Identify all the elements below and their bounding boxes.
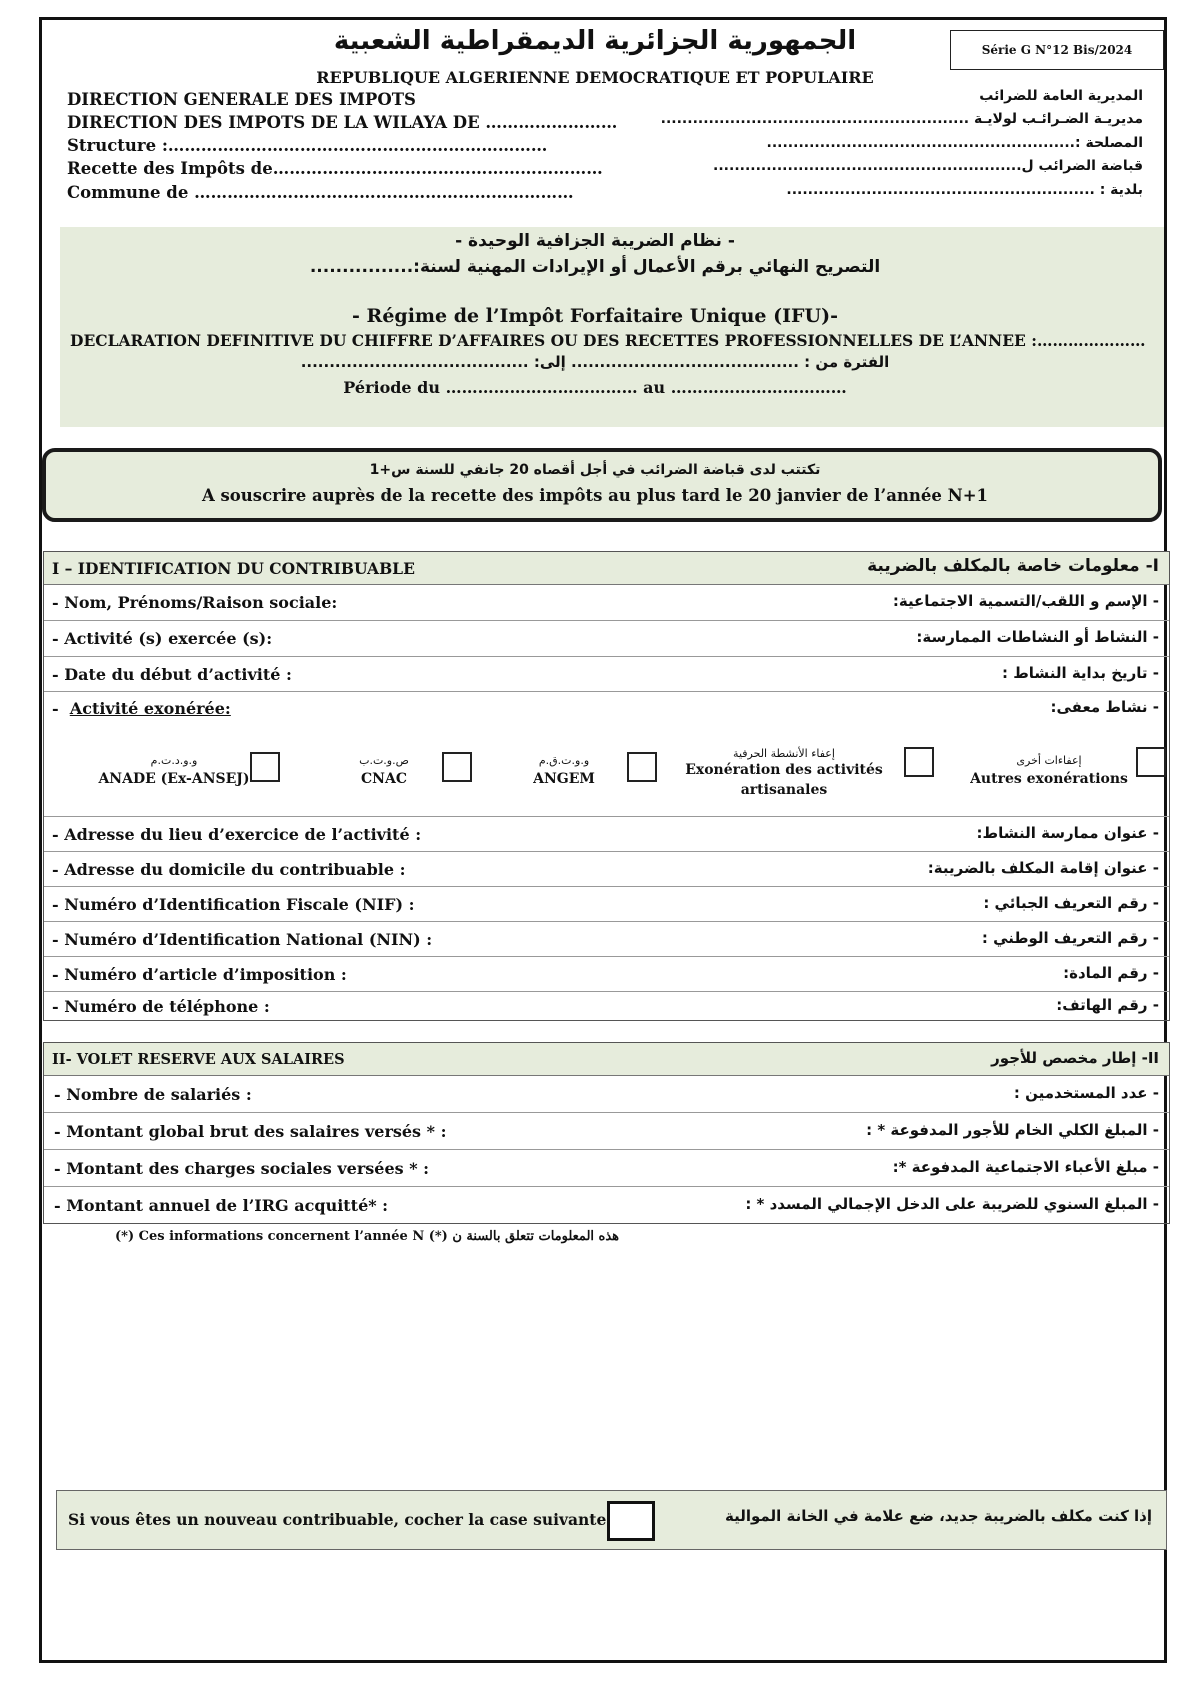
field-label-ar: - تاريخ بداية النشاط : [1002,664,1159,682]
regime-title-ar: - نظام الضريبة الجزافية الوحيدة - [455,231,735,251]
checkbox-artisanal[interactable] [904,747,934,777]
salary-row-gross[interactable] [44,1112,1169,1150]
field-row-name[interactable] [44,584,1169,621]
salary-row-count[interactable] [44,1075,1169,1113]
exemption-fr: Autres exonérations [970,771,1128,787]
field-label-ar: - رقم التعريف الوطني : [981,929,1159,947]
header-left-line: DIRECTION DES IMPOTS DE LA WILAYA DE …………………… [67,113,618,132]
salary-row-social-charges[interactable] [44,1149,1169,1187]
exemption-fr: ANADE (Ex-ANSEJ) [98,771,250,787]
field-label-ar: - عنوان ممارسة النشاط: [976,824,1159,842]
field-label-ar: - عدد المستخدمين : [1013,1084,1159,1102]
field-label-fr: - Activité (s) exercée (s): [52,629,273,648]
exempt-label: Activité exonérée: [69,699,231,718]
field-label-ar: - رقم الهاتف: [1056,996,1159,1014]
new-taxpayer-fr: Si vous êtes un nouveau contribuable, cocher la case suivante [68,1510,607,1529]
section-title-ar: II- إطار مخصص للأجور [991,1049,1159,1067]
field-row-article[interactable] [44,956,1169,992]
period-ar: الفترة من : ........................................ إلى: ........................................ [300,353,890,371]
field-label-fr: - Adresse du lieu d’exercice de l’activité : [52,825,422,844]
exemption-ar: إعفاءات أخرى [1016,754,1082,767]
exemption-ar: و.و.د.ت.م [150,754,198,767]
field-label-ar: - عنوان إقامة المكلف بالضريبة: [927,859,1159,877]
exemption-ar: إعفاء الأنشطة الحرفية [733,747,835,760]
field-row-phone[interactable] [44,991,1169,1020]
field-label-ar: - نشاط معفى: [1050,698,1159,716]
field-row-home-address[interactable] [44,851,1169,887]
exemption-label-other [964,754,1134,787]
header-right-line: بلدية : .......................................................... [786,182,1143,198]
field-label-ar: - مبلغ الأعباء الاجتماعية المدفوعة *: [892,1158,1159,1176]
exemption-fr: ANGEM [533,771,595,787]
period-fr: Période du ……………………………… au …………………………… [343,378,847,397]
field-row-nin[interactable] [44,921,1169,957]
field-label-fr: - Date du début d’activité : [52,665,292,684]
field-label-fr: - Montant global brut des salaires versés * : [54,1122,447,1141]
field-label-fr: - Montant des charges sociales versées * : [54,1159,430,1178]
section-title-fr: II- VOLET RESERVE AUX SALAIRES [52,1051,345,1068]
section-title-fr: I – IDENTIFICATION DU CONTRIBUABLE [52,559,415,578]
header-right-line: المديرية العامة للضرائب [979,88,1143,104]
exemption-label-artisanal [684,747,884,800]
field-label-fr: - Numéro d’article d’imposition : [52,965,347,984]
exemption-fr: Exonération des activités artisanales [685,762,883,798]
field-row-activity-address[interactable] [44,816,1169,852]
field-row-start-date[interactable] [44,656,1169,692]
field-row-activity[interactable] [44,620,1169,657]
field-label-ar: - رقم المادة: [1063,964,1159,982]
header-left-line: Structure :…………………………………………………………… [67,136,548,155]
section-title-ar: I- معلومات خاصة بالمكلف بالضريبة [867,556,1159,576]
checkbox-other[interactable] [1136,747,1166,777]
declaration-title-ar: التصريح النهائي برقم الأعمال أو الإيرادات المهنية لسنة:................ [309,257,881,277]
serie-box: Série G N°12 Bis/2024 [950,30,1164,70]
field-label-fr: - Montant annuel de l’IRG acquitté* : [54,1196,389,1215]
new-taxpayer-checkbox[interactable] [607,1501,655,1541]
new-taxpayer-box [56,1490,1167,1550]
exemption-label-anade [94,754,254,787]
exemption-ar: و.و.ت.ق.م [538,754,590,767]
field-label-ar: - النشاط أو النشاطات الممارسة: [916,628,1159,646]
field-label-fr: - Numéro de téléphone : [52,997,270,1016]
deadline-notice-fr: A souscrire auprès de la recette des impôts au plus tard le 20 janvier de l’année N+1 [201,486,989,505]
republic-title-fr: REPUBLIQUE ALGERIENNE DEMOCRATIQUE ET POPULAIRE [316,68,874,87]
field-label-fr: - Activité exonérée: [52,699,231,718]
regime-title-fr: - Régime de l’Impôt Forfaitaire Unique (IFU)- [352,305,838,327]
declaration-title-fr: DECLARATION DEFINITIVE DU CHIFFRE D’AFFAIRES OU DES RECETTES PROFESSIONNELLES DE L’ANNEE :………………… [70,331,1146,350]
exemption-fr: CNAC [361,771,407,787]
deadline-notice [42,448,1162,522]
republic-title-ar: الجمهورية الجزائرية الديمقراطية الشعبية [333,26,857,56]
field-row-exempt-activity [44,691,1169,817]
header-left-line: Commune de …………………………………………………………… [67,183,574,202]
section-salaries-header [44,1043,1169,1076]
field-label-ar: - الإسم و اللقب/التسمية الاجتماعية: [892,592,1159,610]
header-right-line: المصلحة :.......................................................... [766,135,1143,151]
section-salaries [43,1042,1170,1224]
field-label-fr: - Numéro d’Identification Fiscale (NIF) : [52,895,415,914]
footnote: (*) Ces informations concernent l’année N (*) هذه المعلومات تتعلق بالسنة ن [115,1229,620,1244]
header-left-line: Recette des Impôts de…………………………………………………… [67,159,603,178]
new-taxpayer-ar: إذا كنت مكلف بالضريبة جديد، ضع علامة في الخانة الموالية [725,1507,1152,1525]
header-left-line: DIRECTION GENERALE DES IMPOTS [67,90,416,109]
field-label-ar: - المبلغ الكلي الخام للأجور المدفوعة * : [866,1121,1159,1139]
checkbox-angem[interactable] [627,752,657,782]
deadline-notice-ar: تكتتب لدى قباضة الضرائب في أجل أقصاه 20 جانفي للسنة س+1 [369,462,821,478]
exemption-label-angem [514,754,614,787]
exemption-ar: ص.و.ت.ب [359,754,409,767]
field-label-ar: - رقم التعريف الجبائي : [983,894,1159,912]
field-label-fr: - Adresse du domicile du contribuable : [52,860,406,879]
checkbox-anade[interactable] [250,752,280,782]
field-label-fr: - Nom, Prénoms/Raison sociale: [52,593,338,612]
field-label-fr: - Numéro d’Identification National (NIN) : [52,930,433,949]
field-row-nif[interactable] [44,886,1169,922]
header-right-line: قباضة الضرائب ل.......................................................... [713,158,1143,174]
field-label-ar: - المبلغ السنوي للضريبة على الدخل الإجمالي المسدد * : [745,1195,1159,1213]
exemption-label-cnac [334,754,434,787]
salary-row-irg[interactable] [44,1186,1169,1223]
section-identification-header [44,552,1169,585]
field-label-fr: - Nombre de salariés : [54,1085,252,1104]
checkbox-cnac[interactable] [442,752,472,782]
header-right-line: مديريـة الضـرائـب لولايـة .......................................................... [660,111,1143,127]
section-identification [43,551,1170,1021]
